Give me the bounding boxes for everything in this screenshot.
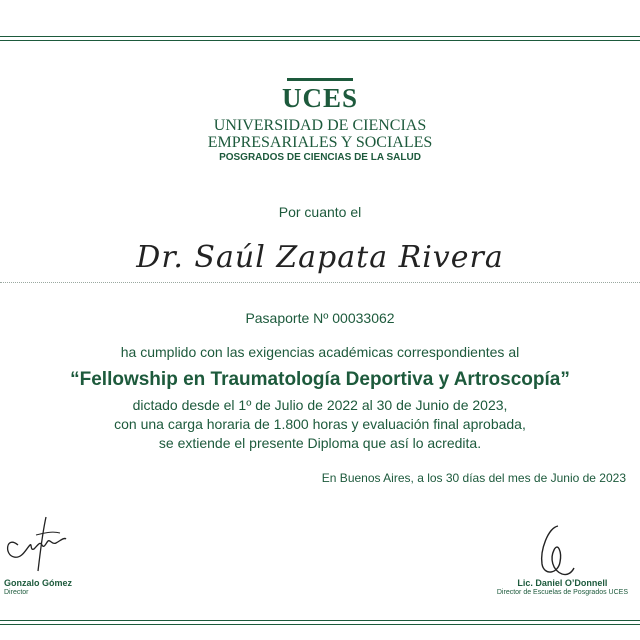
signature-right-icon — [528, 520, 578, 580]
university-line-2: EMPRESARIALES Y SOCIALES — [207, 134, 433, 151]
university-name — [0, 117, 640, 151]
course-title: “Fellowship en Traumatología Deportiva y Artroscopía” — [70, 369, 570, 390]
signer-right-role: Director de Escuelas de Posgrados UCES — [496, 589, 628, 596]
body-line-hours: con una carga horaria de 1.800 horas y evaluación final aprobada, — [114, 416, 526, 432]
place-date: En Buenos Aires, a los 30 días del mes de Junio de 2023 — [321, 471, 626, 485]
signer-left-name: Gonzalo Gómez — [4, 578, 73, 588]
signer-right — [497, 578, 628, 596]
university-line-1: UNIVERSIDAD DE CIENCIAS — [213, 117, 427, 134]
body-line-dates: dictado desde el 1º de Julio de 2022 al 30 de Junio de 2023, — [132, 397, 508, 413]
name-underline — [0, 282, 640, 283]
signer-left — [4, 578, 114, 596]
signer-left-role: Director — [4, 589, 29, 596]
body-text-1: ha cumplido con las exigencias académicas correspondientes al — [120, 344, 520, 360]
body-text-2 — [0, 396, 640, 453]
logo-bar — [287, 78, 353, 81]
body-line-diploma: se extiende el presente Diploma que así lo acredita. — [158, 435, 482, 451]
intro-text: Por cuanto el — [278, 204, 362, 220]
recipient-name: Dr. Saúl Zapata Rivera — [136, 240, 504, 275]
uces-logo — [0, 78, 640, 112]
logo-text: UCES — [281, 83, 359, 113]
department-name: POSGRADOS DE CIENCIAS DE LA SALUD — [219, 152, 421, 163]
passport-number: Pasaporte Nº 00033062 — [245, 310, 395, 326]
top-border — [0, 36, 640, 41]
signer-right-name: Lic. Daniel O’Donnell — [517, 578, 608, 588]
signature-left-icon — [0, 505, 80, 575]
bottom-border — [0, 620, 640, 625]
